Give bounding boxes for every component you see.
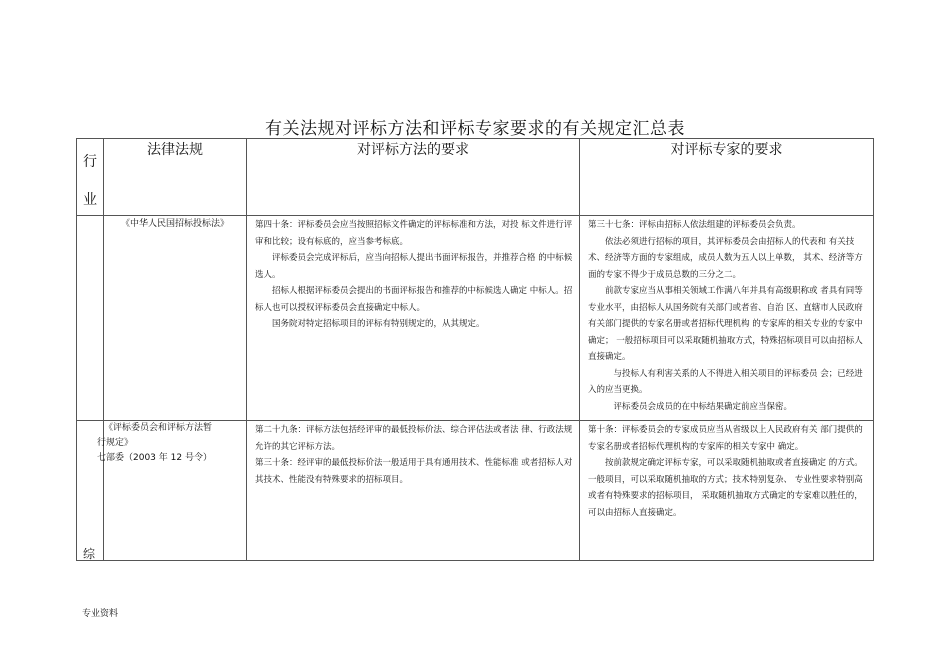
- expert-paragraph: 第三十七条：评标由招标人依法组建的评标委员会负责。: [588, 220, 801, 230]
- law-name-line: 行规定》: [97, 438, 134, 448]
- method-requirement-header: 对评标方法的要求: [247, 139, 580, 216]
- expert-paragraph: 第十条：评标委员会的专家成员应当从省级以上人民政府有关 部门提供的专家名册或者招标代理机构的专家库的相关专家中 确定。: [588, 425, 863, 452]
- method-paragraph: 第二十九条：评标方法包括经评审的最低投标价法、综合评估法或者法 律、行政法规允许的其它评标方法。: [255, 425, 573, 452]
- page-title: 有关法规对评标方法和评标专家要求的有关规定汇总表: [265, 119, 685, 139]
- expert-paragraph: 前款专家应当从事相关领域工作满八年并具有高级职称或 者具有同等专业水平，由招标人从国务院有关部门或者省、自治 区、直辖市人民政府有关部门提供的专家名册或者招标代理机构 的专家库的相关专业的专家中确定； 一般招标项目可以采取随机抽取方式，特殊招标项目可以由招标人直接确定。: [588, 286, 863, 362]
- law-name-cell: [97, 421, 247, 561]
- method-paragraph: 国务院对特定招标项目的评标有特别规定的，从其规定。: [272, 319, 485, 329]
- expert-requirement-header: 对评标专家的要求: [580, 139, 874, 216]
- method-paragraph: 第三十条：经评审的最低投标价法一般适用于具有通用技术、性能标准 或者招标人对其技术、性能没有特殊要求的招标项目。: [255, 458, 573, 485]
- method-paragraph: 评标委员会完成评标后，应当向招标人提出书面评标报告，并推荐合格 的中标候选人。: [255, 253, 573, 280]
- expert-paragraph: 评标委员会成员的在中标结果确定前应当保密。: [613, 401, 793, 412]
- method-paragraph: 第四十条：评标委员会应当按照招标文件确定的评标标准和方法，对投 标文件进行评审和比较；设有标底的，应当参考标底。: [255, 220, 573, 247]
- expert-requirement-cell: [580, 216, 874, 421]
- industry-label: 综: [83, 547, 96, 561]
- industry-header-line1: 行: [83, 154, 97, 170]
- method-requirement-cell: [247, 421, 580, 561]
- law-name-cell: 《中华人民国招标投标法》: [104, 216, 247, 421]
- expert-paragraph: 按前款规定确定评标专家，可以采取随机抽取或者直接确定 的方式。一般项目，可以采取随机抽取的方式；技术特别复杂、 专业性要求特别高或者有特殊要求的招标项目， 采取随机抽取方式确定的专家难以胜任的，可以由招标人直接确定。: [588, 458, 863, 518]
- law-issuer-line: 七部委（2003 年 12 号令）: [97, 453, 212, 463]
- expert-requirement-cell: [580, 421, 874, 561]
- table-row: [77, 421, 874, 561]
- law-name-line: 《评标委员会和评标方法暂: [104, 423, 213, 433]
- footer-label: 专业资料: [82, 609, 119, 619]
- industry-header-line2: 业: [83, 192, 97, 208]
- method-requirement-cell: [247, 216, 580, 421]
- law-header: 法律法规: [104, 139, 247, 216]
- method-paragraph: 招标人根据评标委员会提出的书面评标报告和推荐的中标候选人确定 中标人。招标人也可以授权评标委员会直接确定中标人。: [255, 286, 573, 313]
- table-header-row: [77, 139, 874, 216]
- expert-paragraph: 依法必须进行招标的项目，其评标委员会由招标人的代表和 有关技术、经济等方面的专家组成，成员人数为五人以上单数， 其术、经济等方面的专家不得少于成员总数的三分之二。: [588, 236, 863, 280]
- industry-header: [77, 139, 104, 216]
- industry-cell: [77, 216, 104, 421]
- table-row: [77, 216, 874, 421]
- industry-cell: [77, 421, 104, 561]
- expert-paragraph: 与投标人有利害关系的人不得进入相关项目的评标委员 会；已经进入的应当更换。: [588, 368, 863, 395]
- regulation-table: [76, 138, 874, 561]
